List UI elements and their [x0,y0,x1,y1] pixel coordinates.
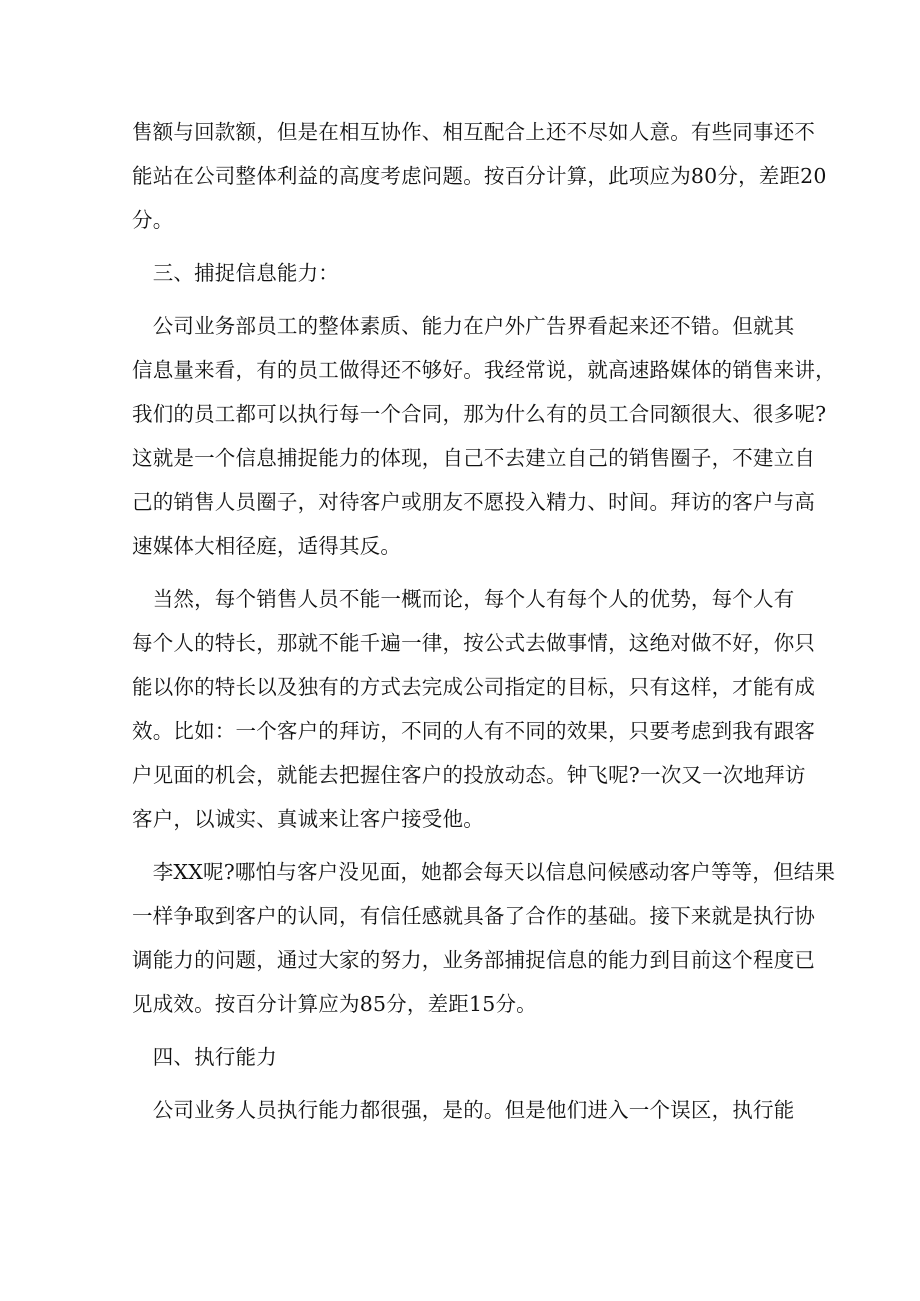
paragraph-gap [132,568,792,577]
section-heading: 四、执行能力 [132,1045,277,1069]
paragraph-line: 信息量来看，有的员工做得还不够好。我经常说，就高速路媒体的销售来讲， [132,358,836,382]
paragraph-line: 售额与回款额，但是在相互协作、相互配合上还不尽如人意。有些同事还不 [132,120,816,144]
paragraph-line: 己的销售人员圈子，对待客户或朋友不愿投入精力、时间。拜访的客户与高 [132,490,816,514]
paragraph-gap [132,295,792,304]
paragraph-line: 能以你的特长以及独有的方式去完成公司指定的目标，只有这样，才能有成 [132,675,816,699]
section-heading: 三、捕捉信息能力： [132,261,339,285]
paragraph-gap [132,841,792,850]
paragraph-line: 客户，以诚实、真诚来让客户接受他。 [132,807,484,831]
paragraph-line: 公司业务部员工的整体素质、能力在户外广告界看起来还不错。但就其 [132,314,795,338]
paragraph-gap [132,242,792,251]
paragraph-line: 一样争取到客户的认同，有信任感就具备了合作的基础。接下来就是执行协 [132,904,816,928]
paragraph-line: 每个人的特长，那就不能千遍一律，按公式去做事情，这绝对做不好，你只 [132,631,816,655]
paragraph-line: 我们的员工都可以执行每一个合同，那为什么有的员工合同额很大、很多呢? [132,402,827,426]
paragraph-line: 户见面的机会，就能去把握住客户的投放动态。钟飞呢?一次又一次地拜访 [132,763,806,787]
paragraph-gap [132,1079,792,1088]
paragraph-gap [132,1026,792,1035]
paragraph-line: 公司业务人员执行能力都很强，是的。但是他们进入一个误区，执行能 [132,1098,795,1122]
paragraph-line: 速媒体大相径庭，适得其反。 [132,534,402,558]
paragraph-line: 当然，每个销售人员不能一概而论，每个人有每个人的优势，每个人有 [132,587,795,611]
paragraph-line: 这就是一个信息捕捉能力的体现，自己不去建立自己的销售圈子，不建立自 [132,446,816,470]
document-page [132,110,836,1132]
paragraph-line: 调能力的问题，通过大家的努力，业务部捕捉信息的能力到目前这个程度已 [132,948,816,972]
paragraph-line: 李XX呢?哪怕与客户没见面，她都会每天以信息问候感动客户等等，但结果 [132,860,836,884]
paragraph-line: 分。 [132,208,174,232]
paragraph-line: 效。比如：一个客户的拜访，不同的人有不同的效果，只要考虑到我有跟客 [132,719,816,743]
paragraph-line: 能站在公司整体利益的高度考虑问题。按百分计算，此项应为80分，差距20 [132,164,827,188]
paragraph-line: 见成效。按百分计算应为85分，差距15分。 [132,992,537,1016]
